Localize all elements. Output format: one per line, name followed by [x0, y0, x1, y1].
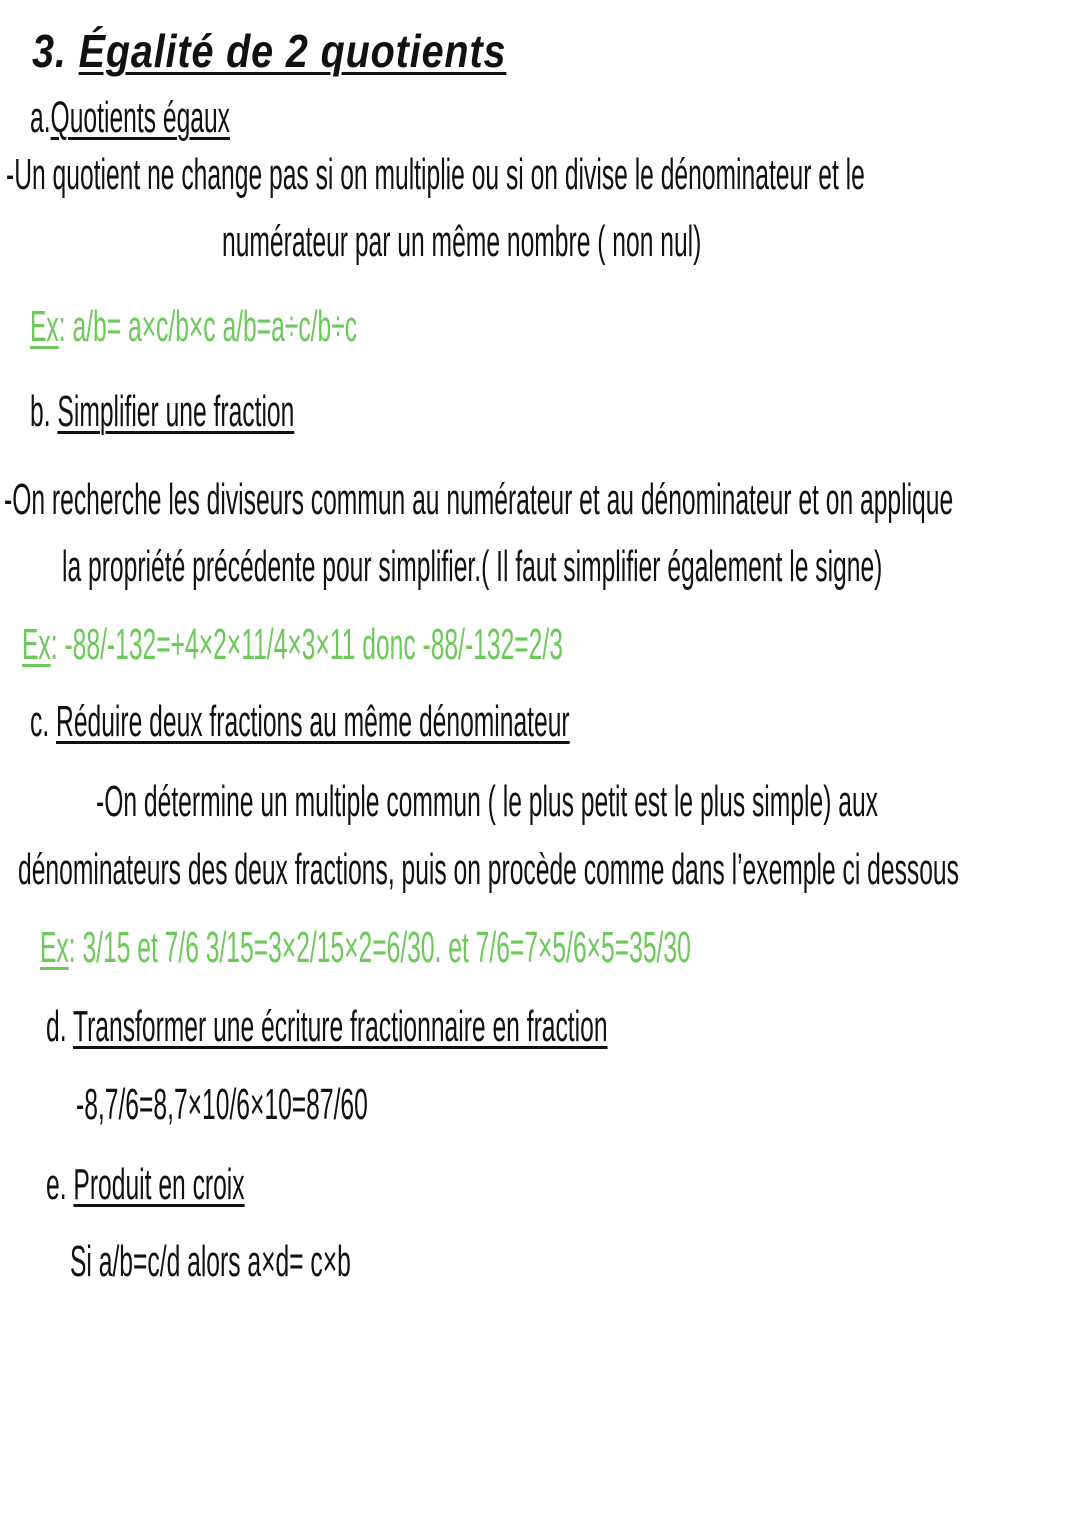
- subsection-b-heading: [30, 387, 294, 437]
- example-text: : a/b= a×c/b×c a/b=a÷c/b÷c: [58, 302, 358, 351]
- section-heading: Égalité de 2 quotients: [78, 25, 507, 77]
- letter: a.: [30, 93, 51, 142]
- example-label: Ex: [30, 302, 59, 351]
- rule-text: -Un quotient ne change pas si on multiplie ou si on divise le dénominateur et le: [6, 150, 865, 199]
- subsection-e-heading: [46, 1160, 245, 1210]
- subsection-c-heading: [30, 697, 570, 747]
- rule-text: dénominateurs des deux fractions, puis on procède comme dans l’exemple ci dessous: [18, 845, 959, 894]
- letter: e.: [46, 1160, 67, 1209]
- example-label: Ex: [22, 620, 51, 669]
- rule-text: numérateur par un même nombre ( non nul): [222, 217, 702, 266]
- subsection-a-heading: [30, 93, 230, 143]
- rule-text: -On recherche les diviseurs commun au numérateur et au dénominateur et on applique: [4, 475, 954, 524]
- heading-text: Produit en croix: [73, 1160, 245, 1209]
- letter: c.: [30, 697, 50, 746]
- example-a: [30, 302, 357, 352]
- subsection-d-heading: [46, 1002, 608, 1052]
- section-title: [32, 24, 506, 78]
- heading-text: Simplifier une fraction: [57, 387, 295, 436]
- heading-text: Quotients égaux: [50, 93, 231, 142]
- letter: d.: [46, 1002, 67, 1051]
- example-label: Ex: [40, 923, 69, 972]
- letter: b.: [30, 387, 51, 436]
- example-c: [40, 923, 691, 973]
- example-text: -8,7/6=8,7×10/6×10=87/60: [76, 1080, 368, 1129]
- rule-text: la propriété précédente pour simplifier.( Il faut simplifier également le signe): [62, 542, 883, 591]
- example-text: : -88/-132=+4×2×11/4×3×11 donc -88/-132=2/3: [50, 620, 563, 669]
- heading-text: Transformer une écriture fractionnaire en fraction: [72, 1002, 608, 1051]
- example-b: [22, 620, 563, 670]
- section-number: 3.: [32, 25, 67, 77]
- rule-text: Si a/b=c/d alors a×d= c×b: [70, 1237, 351, 1286]
- rule-text: -On détermine un multiple commun ( le plus petit est le plus simple) aux: [96, 777, 878, 826]
- heading-text: Réduire deux fractions au même dénominateur: [56, 697, 570, 746]
- example-text: : 3/15 et 7/6 3/15=3×2/15×2=6/30. et 7/6=7×5/6×5=35/30: [68, 923, 691, 972]
